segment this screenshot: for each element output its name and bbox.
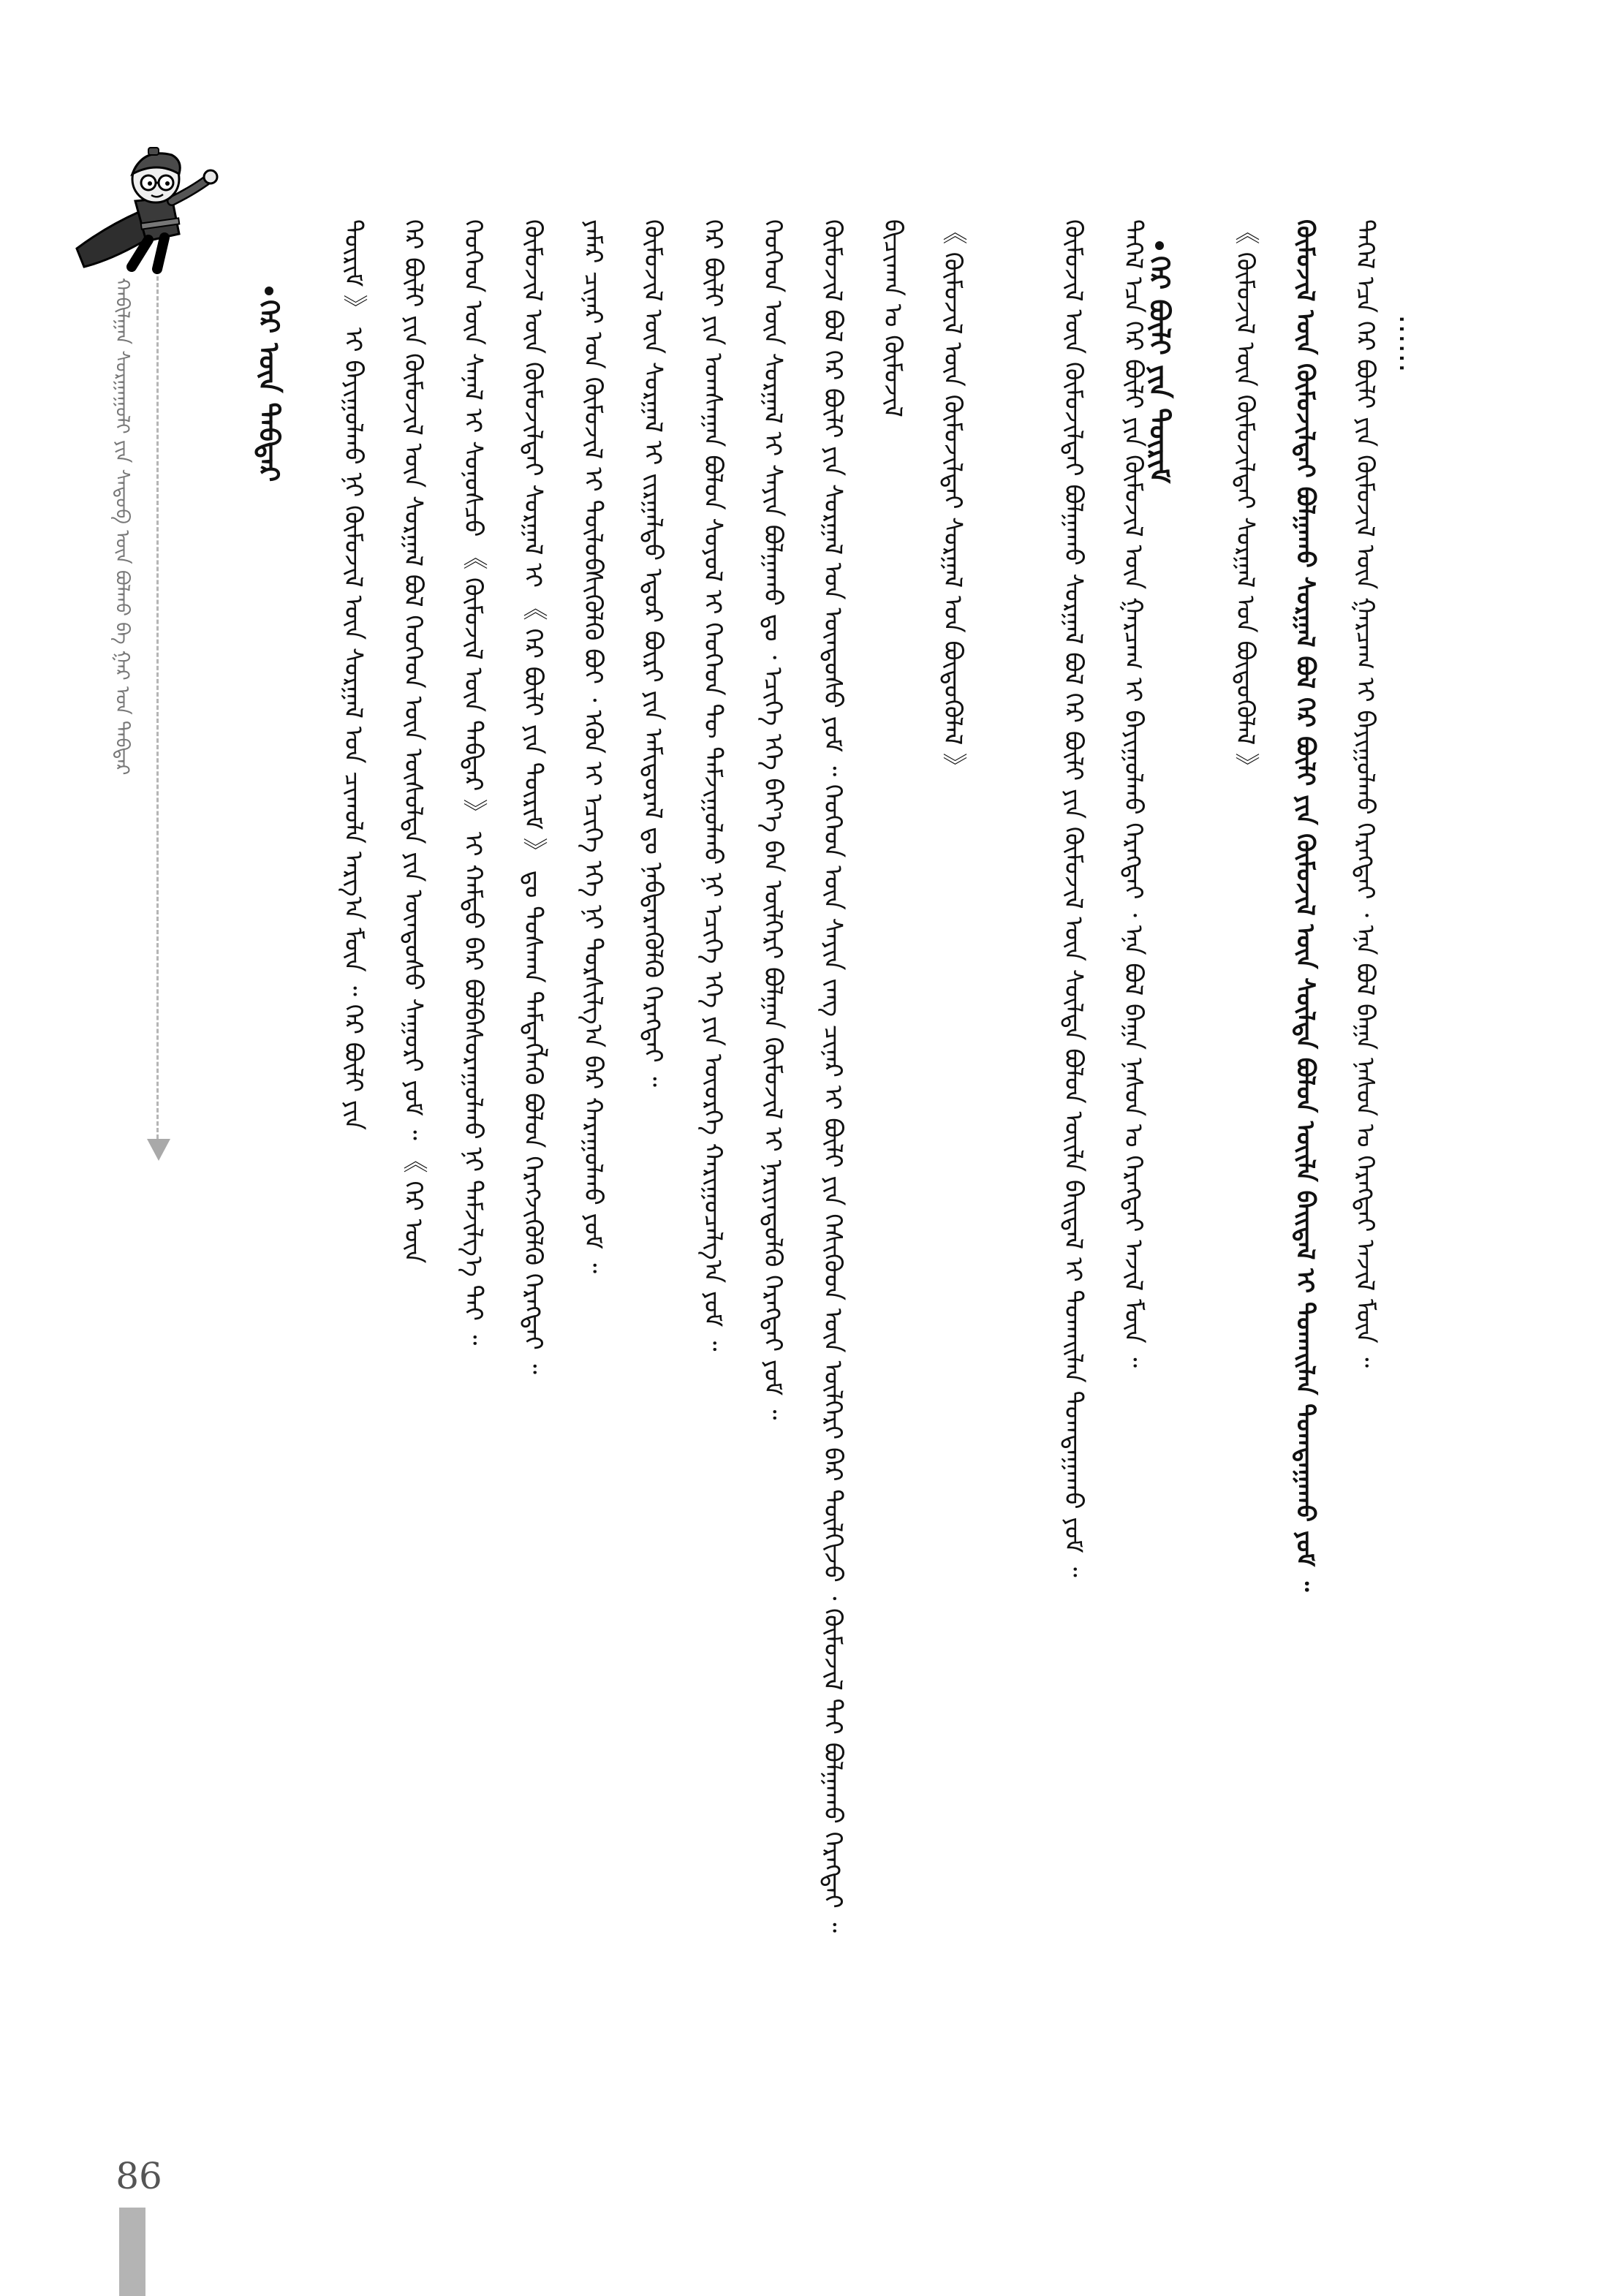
heading-bullet <box>1155 241 1164 250</box>
text-column-8: ᠬᠦᠮᠦᠵᠢᠯ ᠦᠨ ᠰᠤᠷᠭᠠᠯ ᠢ ᠵᠢᠷᠭᠠᠯᠳᠤ ᠡᠳᠦᠷ ᠪᠦᠷᠢ ᠶᠢᠨ ᠠᠮᠢᠳᠤᠷᠠᠯ ᠳᠤ ᠨᠡᠪᠲᠡᠷᠡᠭᠦᠯᠬᠦ ᠬᠡᠷᠡᠭᠲᠡᠢ ᠃ <box>638 219 667 1087</box>
page-edge-tab <box>119 2208 145 2296</box>
text-column-9: ᠶᠠᠮᠠᠷ ᠴᠢᠨᠠᠷ ᠤᠨ ᠬᠦᠮᠦᠵᠢᠯ ᠢ ᠲᠥᠯᠥᠪᠰᠢᠭᠦᠯᠬᠦ ᠪᠤᠢ ᠂ ᠡᠭᠦᠨ ᠢ ᠡᠴᠢᠭᠡ ᠡᠬᠡ ᠨᠢ ᠲᠤᠷᠰᠢᠯᠭ᠎ᠠ ᠪᠡᠷ ᠬᠠᠷᠠᠭᠤᠯᠬᠤ ᠶᠤᠮ ᠃ <box>578 219 608 1273</box>
text-column-10: ᠬᠦᠮᠦᠵᠢᠯ ᠦᠨ ᠬᠦᠮᠦᠵᠢᠯᠲᠡᠢ ᠰᠤᠷᠭᠠᠯ ᠢ 《 ᠭᠡᠷ ᠪᠦᠯᠢ ᠶᠢᠨ ᠳᠦᠷᠢᠮ 》 ᠳᠤ ᠲᠤᠰᠬᠠᠨ ᠲᠡᠮᠳᠡᠭᠯᠡᠬᠦ ᠪᠤᠯᠤᠨ ᠬᠡᠷᠡᠭᠵᠢᠭᠦᠯᠬᠦ ᠬᠡᠷᠡᠭᠲᠡᠢ ᠃ <box>518 219 548 1375</box>
text-column-1: ᠲᠡᠭᠡᠯ ᠡᠴᠡ ᠭᠡᠷ ᠪᠦᠯᠢ ᠶᠢᠨ ᠬᠦᠮᠦᠵᠢᠯ ᠦᠨ ᠭᠠᠷᠴᠠᠭ ᠢ ᠪᠠᠶᠢᠭᠤᠯᠬᠤ ᠬᠡᠷᠡᠭᠲᠡᠢ ᠂ ᠡᠨᠡ ᠪᠤᠯ ᠪᠠᠭᠠ ᠨᠠᠰᠤᠨ ᠤ ᠬᠡᠷᠡᠭᠲᠡᠢ ᠠᠵᠢᠯ ᠮᠦᠨ ᠃ <box>1119 219 1148 1368</box>
text-column-6: ᠬᠡᠦᠬᠡᠳ ᠦᠨ ᠰᠤᠷᠭᠠᠯ ᠢ ᠰᠠᠶᠢᠨ ᠪᠤᠯᠭᠠᠬᠤ ᠳᠤ ᠂ ᠡᠴᠢᠭᠡ ᠡᠬᠡ ᠪᠡᠶ᠎ᠡ ᠪᠡᠨ ᠦᠯᠭᠡᠷᠢ ᠪᠤᠯᠭᠠᠨ ᠬᠦᠮᠦᠵᠢᠯ ᠢ ᠨᠡᠷᠢᠶᠡᠳᠦᠯᠬᠦ ᠬᠡᠷᠡᠭᠲᠡᠢ ᠶᠤᠮ ᠃ <box>758 219 787 1420</box>
section-heading-2: ᠭᠡᠷ ᠦᠨ ᠳᠡᠪᠲᠡᠷ <box>253 300 285 482</box>
ellipsis: …… <box>1393 314 1426 373</box>
page-number: 86 <box>116 2155 162 2197</box>
text-column-13: ᠳᠦᠷᠢᠮ 》 ᠢ ᠪᠠᠶᠢᠭᠤᠯᠬᠤ ᠨᠢ ᠬᠦᠮᠦᠵᠢᠯ ᠦᠨ ᠰᠤᠷᠭᠠᠯ ᠤᠨ ᠴᠢᠬᠤᠯᠠ ᠠᠷᠭ᠎ᠠ ᠮᠦᠨ ᠃ ᠭᠡᠷ ᠪᠦᠯᠢ ᠶᠢᠨ <box>338 219 368 1131</box>
header-dashed-line <box>156 276 159 1139</box>
running-header: ᠬᠠᠪᠢᠯᠭᠠᠨ ᠰᠤᠷᠭᠠᠭᠤᠯᠢ ᠶᠢᠨ ᠰᠡᠳᠦᠪ ᠦᠨ ᠪᠤᠯᠬᠤ ᠪᠠ ᠭᠠᠷ ᠤᠨ ᠳᠡᠪᠲᠡᠷ <box>111 278 133 776</box>
text-column-11: ᠬᠡᠦᠬᠡᠳ ᠦᠨ ᠰᠠᠨᠠᠯ ᠢ ᠰᠣᠨᠣᠰᠴᠤ 《 ᠬᠦᠮᠦᠵᠢᠯ ᠦᠨ ᠳᠡᠪᠲᠡᠷ 》 ᠢ ᠬᠠᠮᠲᠤ ᠪᠡᠷ ᠪᠣᠯᠪᠠᠰᠤᠷᠠᠭᠤᠯᠬᠤ ᠨᠢ ᠳᠡᠮᠵᠢᠯᠭ᠎ᠡ ᠲᠡᠢ ᠃ <box>458 219 488 1346</box>
text-column-3: 《 ᠬᠦᠮᠦᠵᠢᠯ ᠦᠨ ᠬᠦᠮᠦᠵᠢᠯᠲᠡᠢ ᠰᠤᠷᠭᠠᠯ ᠤᠨ ᠪᠦᠳᠦᠭᠦᠯᠡᠯ 》 <box>938 219 967 778</box>
text-column-7: ᠭᠡᠷ ᠪᠦᠯᠢ ᠶᠢᠨ ᠤᠭᠰᠠᠭᠠᠨ ᠪᠤᠯᠤᠨ ᠰᠤᠶᠤᠯ ᠢ ᠬᠡᠦᠬᠡᠳ ᠲᠦ ᠳᠠᠮᠵᠢᠭᠤᠯᠬᠤ ᠨᠢ ᠡᠴᠢᠭᠡ ᠡᠬᠡ ᠶᠢᠨ ᠦᠦᠷᠭᠡ ᠬᠠᠷᠢᠭᠤᠴᠠᠯᠭ᠎ᠠ ᠶᠤᠮ ᠃ <box>698 219 727 1352</box>
heading-bullet <box>265 287 273 295</box>
opening-line: ᠲᠡᠭᠡᠯ ᠡᠴᠡ ᠭᠡᠷ ᠪᠦᠯᠢ ᠶᠢᠨ ᠬᠦᠮᠦᠵᠢᠯ ᠦᠨ ᠭᠠᠷᠴᠠᠭ ᠢ ᠪᠠᠶᠢᠭᠤᠯᠬᠤ ᠬᠡᠷᠡᠭᠲᠡᠢ ᠂ ᠡᠨᠡ ᠪᠤᠯ ᠪᠠᠭᠠ ᠨᠠᠰᠤᠨ ᠤ ᠬᠡᠷᠡᠭᠲᠡᠢ ᠠᠵᠢᠯ ᠮᠦᠨ ᠃ <box>1350 219 1380 1368</box>
header-arrow-icon <box>147 1139 170 1161</box>
quoted-title: 《 ᠬᠦᠮᠦᠵᠢᠯ ᠦᠨ ᠬᠦᠮᠦᠵᠢᠯᠲᠡᠢ ᠰᠤᠷᠭᠠᠯ ᠤᠨ ᠪᠦᠳᠦᠭᠦᠯᠡᠯ 》 <box>1230 219 1260 778</box>
bold-statement: ᠬᠦᠮᠦᠵᠢᠯ ᠦᠨ ᠬᠦᠮᠦᠵᠢᠯᠲᠡᠢ ᠪᠤᠯᠭᠠᠬᠤ ᠰᠤᠷᠭᠠᠯ ᠪᠤᠯ ᠭᠡᠷ ᠪᠦᠯᠢ ᠶᠢᠨ ᠬᠦᠮᠦᠵᠢᠯ ᠦᠨ ᠰᠦᠯᠳᠡ ᠪᠤᠯᠤᠨ ᠦᠢᠯᠡ ᠪᠠᠢᠳᠠᠯ ᠢ ᠲᠤᠬᠠᠢᠯᠠᠨ ᠲᠣᠭᠲᠠᠭᠠᠬᠤ ᠶᠤᠮ ᠃ <box>1290 219 1320 1592</box>
text-column-5: ᠬᠦᠮᠦᠵᠢᠯ ᠪᠤᠯ ᠭᠡᠷ ᠪᠦᠯᠢ ᠶᠢᠨ ᠰᠤᠷᠭᠠᠯ ᠤᠨ ᠦᠨᠳᠦᠰᠦ ᠶᠤᠮ ᠃ ᠬᠡᠦᠬᠡᠳ ᠦᠨ ᠰᠠᠶᠢᠨ ᠵᠠᠩ ᠴᠢᠨᠠᠷ ᠢ ᠪᠦᠯᠢ ᠶᠢᠨ ᠭᠡᠰᠢᠭᠦᠳ ᠦᠨ ᠦᠯᠭᠡᠷᠢ ᠪᠡᠷ ᠲᠦᠯᠬᠢᠵᠦ ᠂ ᠬᠦᠮᠦᠵᠢᠯ ᠲᠡᠢ ᠪᠤᠯᠭᠠᠬᠤ ᠬᠡᠷᠡᠭᠲᠡᠢ ᠃ <box>818 219 847 1933</box>
superhero-mascot-icon <box>62 139 223 278</box>
text-column-12: ᠭᠡᠷ ᠪᠦᠯᠢ ᠶᠢᠨ ᠬᠦᠮᠦᠵᠢᠯ ᠦᠨ ᠰᠤᠷᠭᠠᠯ ᠪᠤᠯ ᠬᠡᠦᠬᠡᠳ ᠦᠨ ᠥᠰᠦᠯᠲᠡ ᠶᠢᠨ ᠦᠨᠳᠦᠰᠦ ᠰᠠᠭᠤᠷᠢ ᠶᠤᠮ ᠃ 《 ᠭᠡᠷ ᠦᠨ <box>398 219 428 1264</box>
section-heading-1: ᠭᠡᠷ ᠪᠦᠯᠢ ᠶᠢᠨ ᠳᠦᠷᠢᠮ <box>1143 256 1176 484</box>
text-column-4: ᠪᠢᠴᠢᠬᠠᠨ ᠤ ᠬᠦᠮᠦᠵᠢᠯ <box>878 219 907 417</box>
text-column-2: ᠬᠦᠮᠦᠵᠢᠯ ᠦᠨ ᠬᠦᠮᠦᠵᠢᠯᠲᠡᠢ ᠪᠤᠯᠭᠠᠬᠤ ᠰᠤᠷᠭᠠᠯ ᠪᠤᠯ ᠭᠡᠷ ᠪᠦᠯᠢ ᠶᠢᠨ ᠬᠦᠮᠦᠵᠢᠯ ᠦᠨ ᠰᠦᠯᠳᠡ ᠪᠤᠯᠤᠨ ᠦᠢᠯᠡ ᠪᠠᠢᠳᠠᠯ ᠢ ᠲᠤᠬᠠᠢᠯᠠᠨ ᠲᠣᠭᠲᠠᠭᠠᠬᠤ ᠶᠤᠮ ᠃ <box>1059 219 1088 1577</box>
